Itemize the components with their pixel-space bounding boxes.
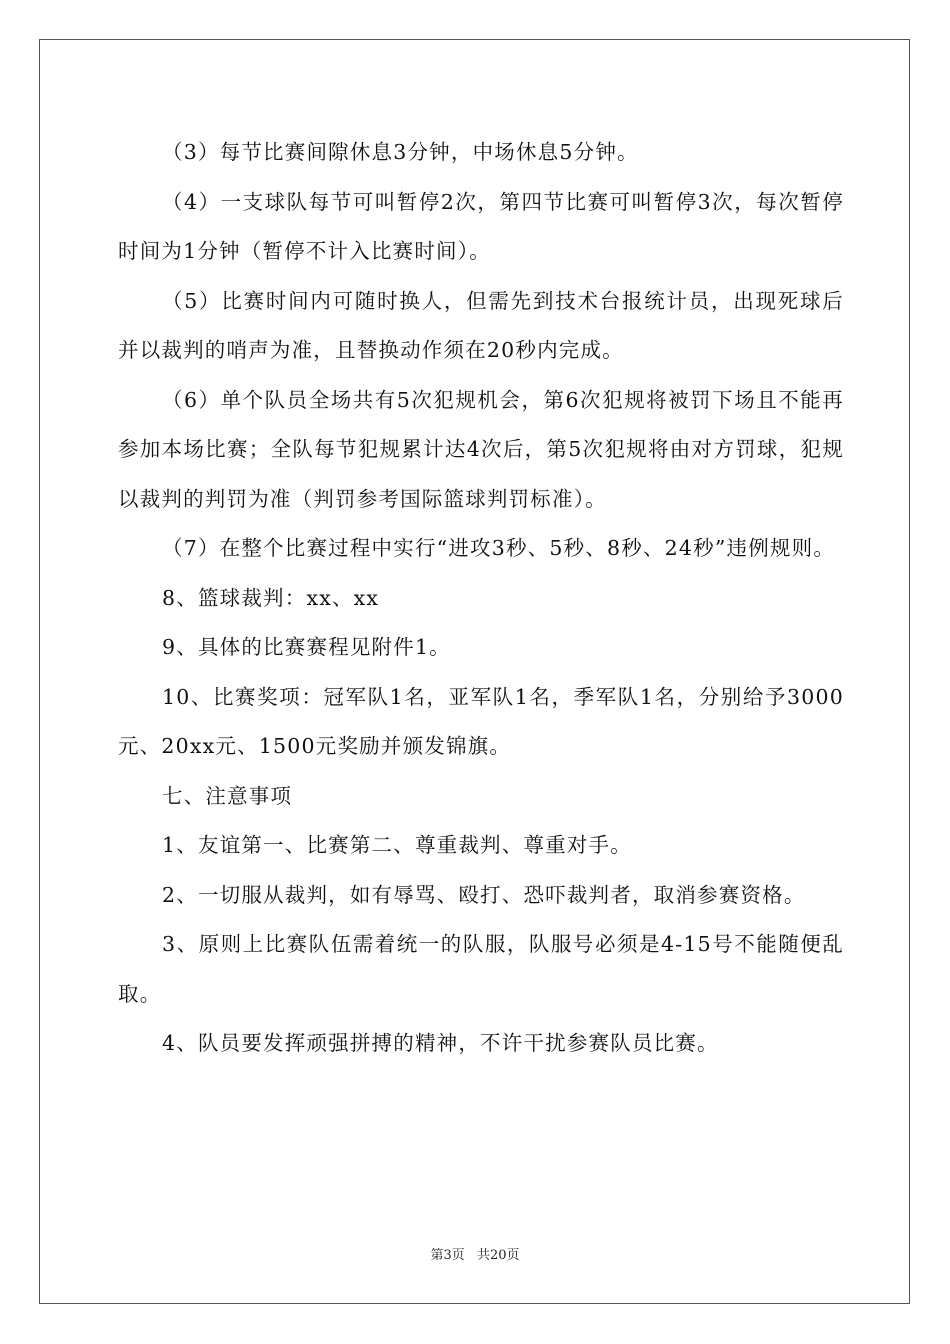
paragraph-referees: 8、篮球裁判：xx、xx [162,585,380,610]
page-number: 第3页 [430,1248,465,1263]
paragraph-rule-4: （4）一支球队每节可叫暂停2次，第四节比赛可叫暂停3次，每次暂停时间为1分钟（暂停不计入比赛时间）。 [118,189,844,263]
paragraph-rule-6: （6）单个队员全场共有5次犯规机会，第6次犯规将被罚下场且不能再参加本场比赛；全队每节犯规累计达4次后，第5次犯规将由对方罚球，犯规以裁判的判罚为准（判罚参考国际篮球判罚标准）。 [118,387,844,511]
page-total: 共20页 [476,1248,520,1263]
paragraph-note-3: 3、原则上比赛队伍需着统一的队服，队服号必须是4-15号不能随便乱取。 [118,932,844,1006]
paragraph-awards: 10、比赛奖项：冠军队1名，亚军队1名，季军队1名，分别给予3000元、20xx元、1500元奖励并颁发锦旗。 [118,684,844,758]
page-footer [0,1244,950,1263]
paragraph-rule-3: （3）每节比赛间隙休息3分钟，中场休息5分钟。 [162,140,639,164]
document-body [118,128,844,1069]
section-heading-notes: 七、注意事项 [162,783,293,808]
paragraph-note-1: 1、友谊第一、比赛第二、尊重裁判、尊重对手。 [162,833,632,857]
paragraph-rule-5: （5）比赛时间内可随时换人，但需先到技术台报统计员，出现死球后并以裁判的哨声为准，且替换动作须在20秒内完成。 [118,288,844,362]
paragraph-schedule: 9、具体的比赛赛程见附件1。 [162,635,451,659]
paragraph-note-4: 4、队员要发挥顽强拼搏的精神，不许干扰参赛队员比赛。 [162,1031,719,1055]
paragraph-note-2: 2、一切服从裁判，如有辱骂、殴打、恐吓裁判者，取消参赛资格。 [162,882,806,907]
paragraph-rule-7: （7）在整个比赛过程中实行“进攻3秒、5秒、8秒、24秒”违例规则。 [162,536,836,560]
